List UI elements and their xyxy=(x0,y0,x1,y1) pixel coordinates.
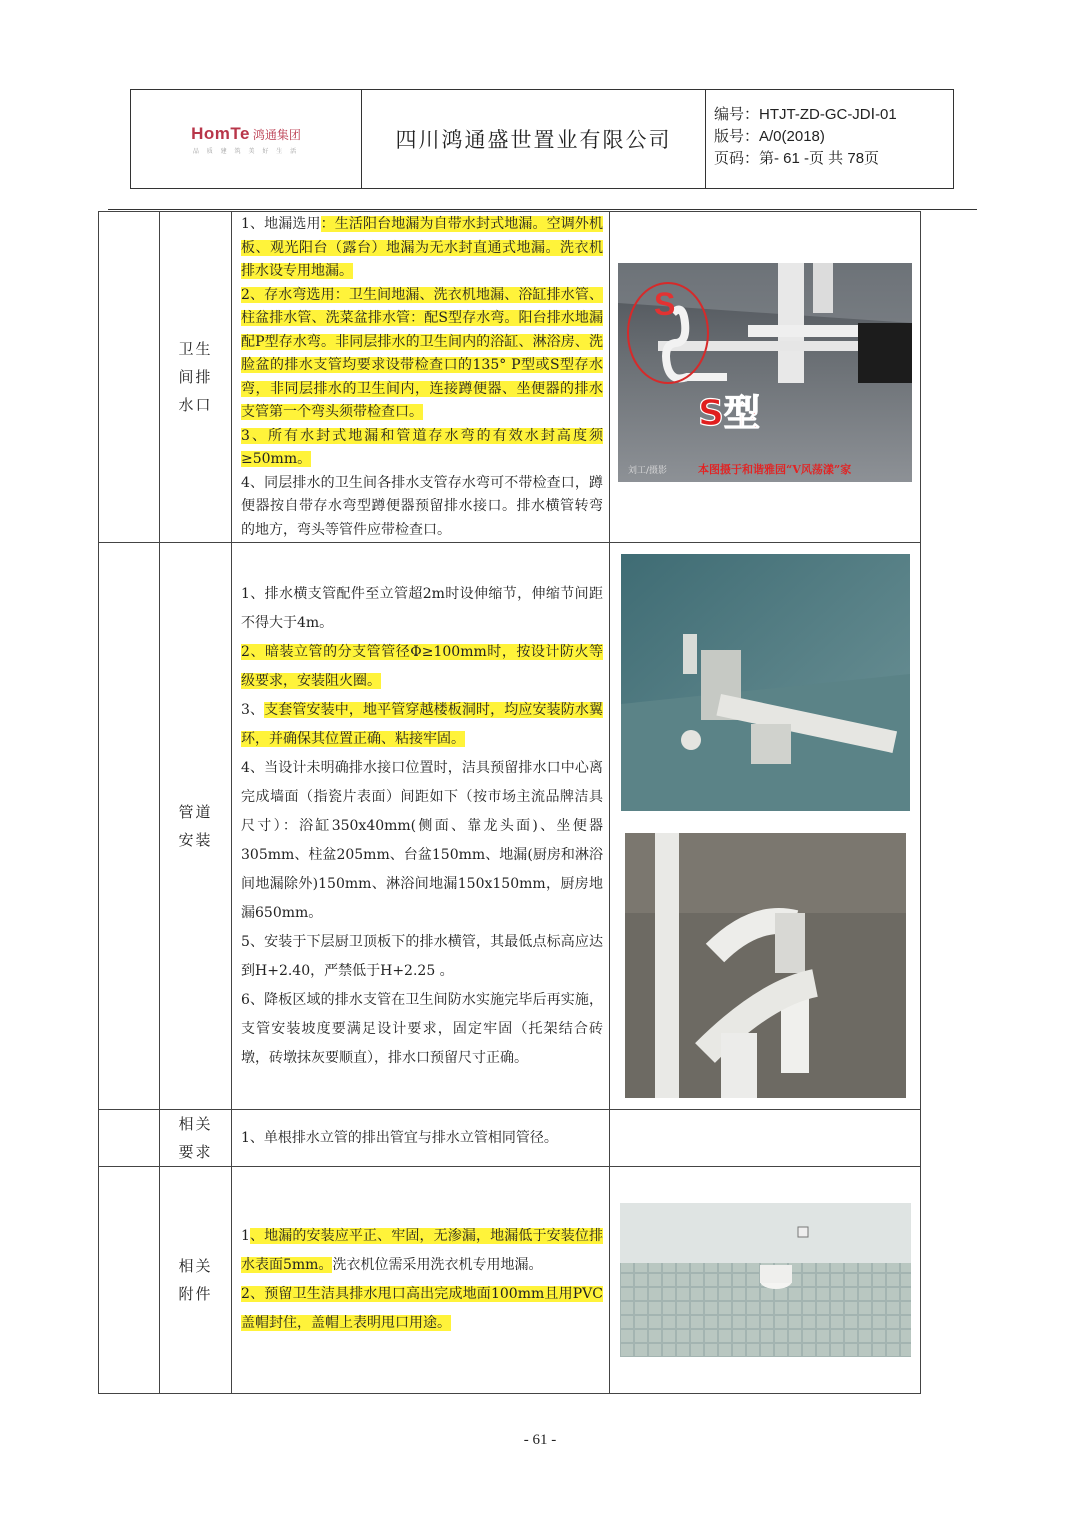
row-label-text: 卫生间排水口 xyxy=(178,340,213,414)
text-segment: 1、单根排水立管的排出管宜与排水立管相同管径。 xyxy=(241,1130,558,1146)
row-label xyxy=(160,1167,232,1394)
header-divider xyxy=(108,209,977,210)
requirement-paragraph xyxy=(241,425,603,472)
requirement-paragraph xyxy=(241,472,603,543)
empty-cell xyxy=(610,1110,921,1167)
highlighted-text: 、地漏的安装应平正、牢固，无渗漏，地漏低于安装位排水表面5mm。 xyxy=(241,1228,603,1273)
requirement-paragraph xyxy=(241,284,603,425)
row-text xyxy=(232,1110,610,1167)
photo-caption-left: 刘工/摄影 xyxy=(628,465,668,476)
logo-brand: HomTe xyxy=(191,123,250,143)
document-header xyxy=(130,89,954,189)
highlighted-text: 3、所有水封式地漏和管道存水弯的有效水封高度须≥50mm。 xyxy=(241,427,603,467)
photo-cell xyxy=(610,212,921,543)
pipe-install-photo-2 xyxy=(625,833,906,1098)
row-index-cell xyxy=(99,1167,160,1394)
text-segment: 5、安装于下层厨卫顶板下的排水横管，其最低点标高应达到H+2.40，严禁低于H+2.25 。 xyxy=(241,933,603,979)
text-segment: 6、降板区域的排水支管在卫生间防水实施完毕后再实施，支管安装坡度要满足设计要求，固定牢固（托架结合砖墩，砖墩抹灰要顺直），排水口预留尺寸正确。 xyxy=(241,991,603,1066)
highlighted-text: 支套管安装中，地平管穿越楼板洞时，均应安装防水翼环，并确保其位置正确、粘接牢固。 xyxy=(241,701,603,747)
row-index-cell xyxy=(99,1110,160,1167)
photo-cell xyxy=(610,1167,921,1394)
row-text xyxy=(232,543,610,1110)
photo-label: S型 xyxy=(698,392,760,434)
table-row xyxy=(99,212,921,543)
logo-tagline: 品 质 建 筑 美 好 生 活 xyxy=(192,147,300,155)
row-text xyxy=(232,1167,610,1394)
highlighted-text: 2、暗装立管的分支管管径Φ≥100mm时，按设计防火等级要求，安装阻火圈。 xyxy=(241,643,603,689)
highlighted-text: 2、存水弯选用：卫生间地漏、洗衣机地漏、浴缸排水管、柱盆排水管、洗菜盆排水管：配S型存水弯。阳台排水地漏配P型存水弯。非同层排水的卫生间内的浴缸、淋浴房、洗脸盆的排水支管均要求设带检查口的135° P型或S型存水弯，非同层排水的卫生间内，连接蹲便器、坐便器的排水支管第一个弯头须带检查口。 xyxy=(241,286,603,420)
requirement-paragraph xyxy=(241,580,603,638)
text-segment: 1 xyxy=(241,1228,250,1244)
requirement-paragraph xyxy=(241,928,603,986)
floor-drain-photo xyxy=(620,1203,911,1357)
table-row xyxy=(99,543,921,1110)
document-meta xyxy=(706,90,953,188)
requirement-paragraph xyxy=(241,638,603,696)
text-segment: 洗衣机位需采用洗衣机专用地漏。 xyxy=(332,1257,543,1273)
page-info: 页码：第- 61 -页 共 78页 xyxy=(714,150,880,167)
logo-cn: 鸿通集团 xyxy=(252,127,301,142)
pipe-install-photo-1 xyxy=(621,554,910,811)
row-text xyxy=(232,212,610,543)
page-number: - 61 - xyxy=(523,1432,557,1448)
text-segment: 4、同层排水的卫生间各排水支管存水弯可不带检查口，蹲便器按自带存水弯型蹲便器预留排水接口。排水横管转弯的地方，弯头等管件应带检查口。 xyxy=(241,474,603,538)
row-label-text: 管道安装 xyxy=(178,803,213,849)
text-segment: 1、地漏选用 xyxy=(241,216,321,232)
photo-caption-right: 本图摄于和谐雅园“V风荡漾”家 xyxy=(698,462,852,476)
spec-table xyxy=(98,211,921,1394)
row-index-cell xyxy=(99,212,160,543)
row-label-text: 相关要求 xyxy=(178,1115,213,1161)
row-label xyxy=(160,212,232,543)
document-code: 编号：HTJT-ZD-GC-JDⅠ-01 xyxy=(714,106,897,123)
photo-s-mark: S xyxy=(654,285,676,322)
text-segment: 1、排水横支管配件至立管超2m时设伸缩节，伸缩节间距不得大于4m。 xyxy=(241,585,603,631)
document-version: 版号：A/0(2018) xyxy=(714,128,825,145)
s-trap-photo xyxy=(618,263,912,482)
row-label xyxy=(160,543,232,1110)
table-row xyxy=(99,1167,921,1394)
text-segment: 4、当设计未明确排水接口位置时，洁具预留排水口中心离完成墙面（指瓷片表面）间距如下（按市场主流品牌洁具尺寸）：浴缸350x40mm(侧面、靠龙头面)、坐便器305mm、柱盆205mm、台盆150mm、地漏(厨房和淋浴间地漏除外)150mm、淋浴间地漏150x150mm，厨房地漏650mm。 xyxy=(241,759,603,921)
requirement-paragraph xyxy=(241,1222,603,1280)
requirement-paragraph xyxy=(241,986,603,1073)
requirement-paragraph xyxy=(241,696,603,754)
photo-cell xyxy=(610,543,921,1110)
requirement-paragraph xyxy=(241,213,603,284)
highlighted-text: ：生活阳台地漏为自带水封式地漏。空调外机板、观光阳台（露台）地漏为无水封直通式地漏。洗衣机排水设专用地漏。 xyxy=(241,216,603,279)
row-index-cell xyxy=(99,543,160,1110)
company-name: 四川鸿通盛世置业有限公司 xyxy=(362,90,706,188)
row-label xyxy=(160,1110,232,1167)
requirement-paragraph xyxy=(241,754,603,928)
logo xyxy=(131,90,362,188)
requirement-paragraph xyxy=(241,1126,603,1150)
text-segment: 3、 xyxy=(241,701,265,718)
requirement-paragraph xyxy=(241,1280,603,1338)
table-row xyxy=(99,1110,921,1167)
row-label-text: 相关附件 xyxy=(178,1257,213,1303)
highlighted-text: 2、预留卫生洁具排水甩口高出完成地面100mm且用PVC盖帽封住，盖帽上表明甩口用途。 xyxy=(241,1286,603,1331)
